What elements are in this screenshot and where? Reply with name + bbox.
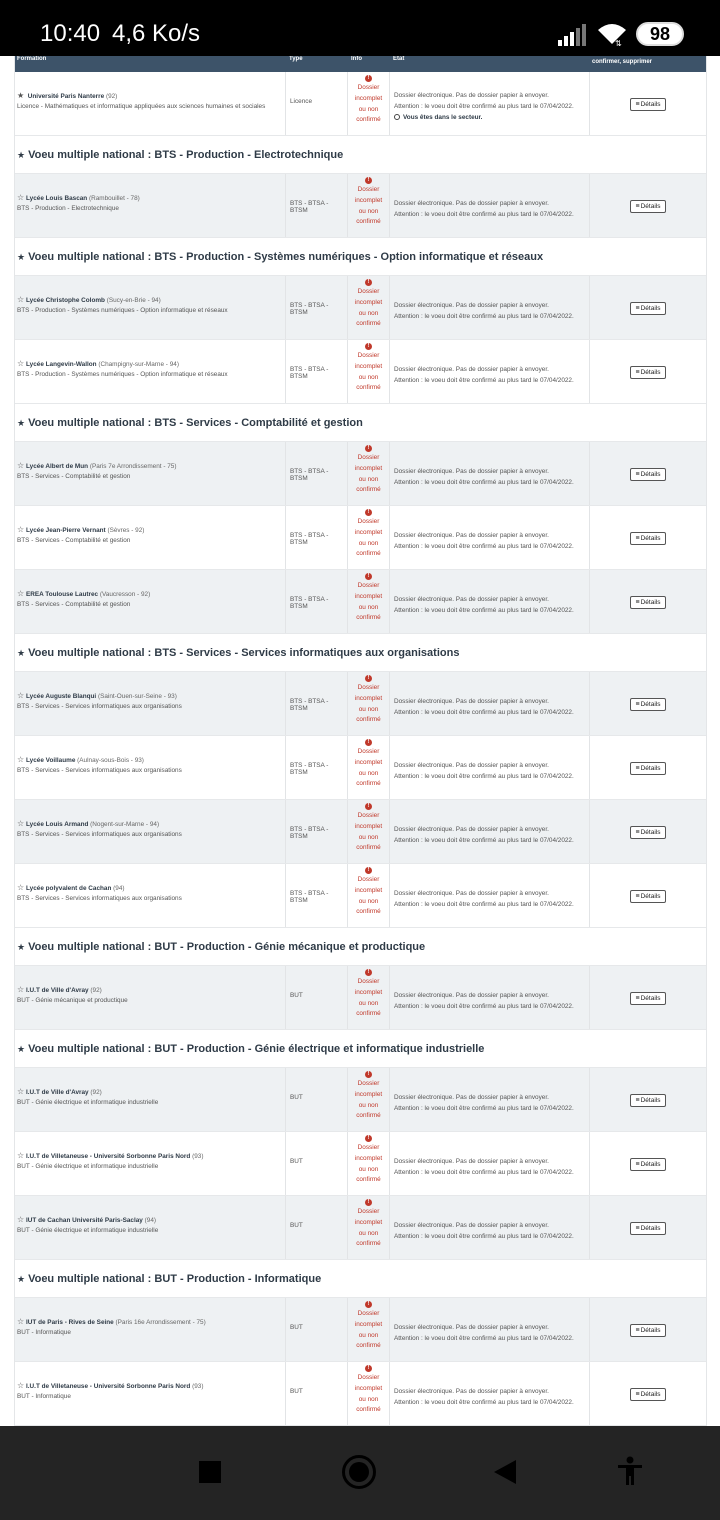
alert-icon: ! — [365, 279, 372, 286]
school-location: (Champigny-sur-Marne - 94) — [98, 361, 179, 368]
group-header — [15, 634, 706, 672]
star-outline-icon[interactable]: ☆ — [17, 691, 25, 700]
status-time: 10:40 — [40, 20, 101, 47]
school-location: (94) — [144, 1217, 157, 1224]
table-row — [15, 1362, 706, 1426]
header-actions: confirmer, supprimer — [592, 59, 653, 65]
table-row — [15, 1132, 706, 1196]
list-icon: ≡ — [635, 305, 640, 312]
alert-icon: ! — [365, 1365, 372, 1372]
school-name: Lycée Louis Bascan — [26, 195, 88, 202]
etat-cell: Dossier électronique. Pas de dossier papier à envoyer. Attention : le voeu doit être confirmé au plus tard le 07/04/2022. — [389, 1362, 589, 1425]
formation-cell — [17, 359, 285, 380]
alert-icon: ! — [365, 1135, 372, 1142]
etat-cell: Dossier électronique. Pas de dossier papier à envoyer. Attention : le voeu doit être confirmé au plus tard le 07/04/2022. — [389, 800, 589, 863]
etat-cell: Dossier électronique. Pas de dossier papier à envoyer. Attention : le voeu doit être confirmé au plus tard le 07/04/2022. — [389, 1068, 589, 1131]
star-filled-icon[interactable]: ★ — [17, 91, 25, 100]
school-location: (Sèvres - 92) — [107, 527, 145, 534]
star-outline-icon[interactable]: ☆ — [17, 985, 25, 994]
group-title: ★ Voeu multiple national : BTS - Services - Comptabilité et gestion — [17, 417, 363, 429]
info-cell: ! Dossier incomplet ou non confirmé — [347, 672, 389, 735]
actions-cell — [589, 736, 708, 799]
actions-cell — [589, 672, 708, 735]
school-name: Université Paris Nanterre — [27, 93, 105, 100]
school-location: (94) — [113, 885, 125, 892]
school-name: Lycée Louis Armand — [26, 821, 89, 828]
list-icon: ≡ — [635, 1327, 640, 1334]
actions-cell — [589, 506, 708, 569]
school-name: IUT de Paris - Rives de Seine — [26, 1319, 114, 1326]
star-filled-icon: ★ — [17, 1044, 26, 1054]
school-name: EREA Toulouse Lautrec — [26, 591, 99, 598]
type-cell: BTS - BTSA - BTSM — [285, 570, 347, 633]
actions-cell — [589, 1362, 708, 1425]
alert-icon: ! — [365, 675, 372, 682]
table-row — [15, 276, 706, 340]
actions-cell — [589, 966, 708, 1029]
type-cell: BTS - BTSA - BTSM — [285, 672, 347, 735]
star-outline-icon[interactable]: ☆ — [17, 755, 25, 764]
list-icon: ≡ — [635, 995, 640, 1002]
details-button[interactable]: ≡Détails — [630, 596, 666, 609]
etat-cell: Dossier électronique. Pas de dossier papier à envoyer. Attention : le voeu doit être confirmé au plus tard le 07/04/2022. — [389, 1196, 589, 1259]
star-outline-icon[interactable]: ☆ — [17, 1087, 25, 1096]
type-cell: BUT — [285, 1196, 347, 1259]
group-header — [15, 238, 706, 276]
actions-cell — [589, 276, 708, 339]
table-row — [15, 966, 706, 1030]
type-cell: BTS - BTSA - BTSM — [285, 736, 347, 799]
table-row — [15, 736, 706, 800]
formation-cell — [17, 1317, 285, 1338]
etat-cell: Dossier électronique. Pas de dossier papier à envoyer. Attention : le voeu doit être confirmé au plus tard le 07/04/2022. — [389, 864, 589, 927]
alert-icon: ! — [365, 177, 372, 184]
type-cell: BTS - BTSA - BTSM — [285, 800, 347, 863]
info-cell: ! Dossier incomplet ou non confirmé — [347, 800, 389, 863]
type-cell: BUT — [285, 1362, 347, 1425]
status-network-speed: 4,6 Ko/s — [112, 20, 201, 47]
formation-cell — [17, 193, 285, 214]
header-formation: Formation — [17, 56, 47, 62]
table-row — [15, 506, 706, 570]
school-location: (Sucy-en-Brie - 94) — [106, 297, 161, 304]
table-row — [15, 672, 706, 736]
group-header — [15, 1030, 706, 1068]
alert-icon: ! — [365, 75, 372, 82]
school-location: (Rambouillet - 78) — [89, 195, 140, 202]
formation-cell — [17, 691, 285, 712]
list-icon: ≡ — [635, 893, 640, 900]
program-name: BTS - Production - Electrotechnique — [17, 205, 119, 212]
type-cell: BTS - BTSA - BTSM — [285, 174, 347, 237]
group-header — [15, 136, 706, 174]
alert-icon: ! — [365, 1071, 372, 1078]
alert-icon: ! — [365, 803, 372, 810]
type-cell: BTS - BTSA - BTSM — [285, 864, 347, 927]
star-outline-icon[interactable]: ☆ — [17, 819, 25, 828]
info-cell: ! Dossier incomplet ou non confirmé — [347, 570, 389, 633]
info-cell: ! Dossier incomplet ou non confirmé — [347, 1298, 389, 1361]
list-icon: ≡ — [635, 369, 640, 376]
type-cell: BTS - BTSA - BTSM — [285, 340, 347, 403]
list-icon: ≡ — [635, 1097, 640, 1104]
list-icon: ≡ — [635, 1225, 640, 1232]
school-location: (Saint-Ouen-sur-Seine - 93) — [97, 693, 177, 700]
program-name: BTS - Services - Services informatiques aux organisations — [17, 767, 182, 774]
alert-icon: ! — [365, 445, 372, 452]
home-button[interactable] — [342, 1455, 376, 1489]
star-outline-icon[interactable]: ☆ — [17, 461, 25, 470]
school-name: Lycée Voillaume — [26, 757, 76, 764]
actions-cell — [589, 570, 708, 633]
info-cell: ! Dossier incomplet ou non confirmé — [347, 736, 389, 799]
star-outline-icon[interactable]: ☆ — [17, 1151, 25, 1160]
formation-cell — [17, 1151, 285, 1172]
etat-cell: Dossier électronique. Pas de dossier papier à envoyer. Attention : le voeu doit être confirmé au plus tard le 07/04/2022. — [389, 340, 589, 403]
formation-cell — [17, 1215, 285, 1236]
details-button[interactable]: ≡Détails — [630, 1094, 666, 1107]
etat-cell: Dossier électronique. Pas de dossier papier à envoyer. Attention : le voeu doit être confirmé au plus tard le 07/04/2022. — [389, 442, 589, 505]
table-row — [15, 1298, 706, 1362]
list-icon: ≡ — [635, 535, 640, 542]
star-filled-icon: ★ — [17, 418, 26, 428]
info-cell: ! Dossier incomplet ou non confirmé — [347, 1362, 389, 1425]
info-cell: ! Dossier incomplet ou non confirmé — [347, 1068, 389, 1131]
list-icon: ≡ — [635, 765, 640, 772]
school-name: I.U.T de Ville d'Avray — [26, 1089, 89, 1096]
table-row — [15, 340, 706, 404]
info-cell: ! Dossier incomplet ou non confirmé — [347, 966, 389, 1029]
actions-cell — [589, 1196, 708, 1259]
details-button[interactable]: ≡Détails — [630, 992, 666, 1005]
details-button[interactable]: ≡Détails — [630, 1222, 666, 1235]
school-name: I.U.T de Villetaneuse - Université Sorbonne Paris Nord — [26, 1383, 191, 1390]
formation-cell — [17, 461, 285, 482]
star-outline-icon[interactable]: ☆ — [17, 1215, 25, 1224]
star-outline-icon[interactable]: ☆ — [17, 883, 25, 892]
svg-text:⇅: ⇅ — [615, 39, 622, 46]
program-name: BTS - Services - Comptabilité et gestion — [17, 601, 131, 608]
actions-cell — [589, 72, 708, 135]
details-button[interactable]: ≡Détails — [630, 890, 666, 903]
header-info: Info — [351, 56, 362, 62]
list-icon: ≡ — [635, 471, 640, 478]
school-location: (Nogent-sur-Marne - 94) — [90, 821, 160, 828]
signal-icon — [558, 24, 586, 46]
actions-cell — [589, 1132, 708, 1195]
back-button[interactable] — [494, 1460, 516, 1484]
list-icon: ≡ — [635, 1391, 640, 1398]
formation-cell — [17, 1087, 285, 1108]
actions-cell — [589, 1068, 708, 1131]
info-cell: ! Dossier incomplet ou non confirmé — [347, 276, 389, 339]
wishes-table — [14, 56, 707, 1426]
group-title: ★ Voeu multiple national : BUT - Production - Informatique — [17, 1273, 322, 1285]
status-bar — [0, 0, 720, 56]
actions-cell — [589, 864, 708, 927]
info-cell: ! Dossier incomplet ou non confirmé — [347, 442, 389, 505]
formation-cell — [17, 295, 285, 316]
program-name: BUT - Informatique — [17, 1393, 71, 1400]
program-name: BTS - Services - Services informatiques aux organisations — [17, 831, 182, 838]
accessibility-icon[interactable] — [616, 1456, 644, 1486]
formation-cell — [17, 525, 285, 546]
info-cell: ! Dossier incomplet ou non confirmé — [347, 1196, 389, 1259]
wifi-icon — [597, 22, 627, 46]
school-name: I.U.T de Ville d'Avray — [26, 987, 89, 994]
group-title: ★ Voeu multiple national : BTS - Services - Services informatiques aux organisations — [17, 647, 460, 659]
formation-cell — [17, 755, 285, 776]
program-name: BTS - Services - Services informatiques aux organisations — [17, 895, 182, 902]
details-button[interactable]: ≡Détails — [630, 762, 666, 775]
alert-icon: ! — [365, 867, 372, 874]
program-name: BTS - Services - Services informatiques aux organisations — [17, 703, 182, 710]
list-icon: ≡ — [635, 701, 640, 708]
details-button[interactable]: ≡Détails — [630, 468, 666, 481]
page-viewport[interactable] — [0, 56, 720, 1426]
type-cell: BUT — [285, 966, 347, 1029]
formation-cell — [17, 589, 285, 610]
group-header — [15, 928, 706, 966]
etat-cell: Dossier électronique. Pas de dossier papier à envoyer. Attention : le voeu doit être confirmé au plus tard le 07/04/2022. — [389, 736, 589, 799]
actions-cell — [589, 800, 708, 863]
recent-apps-button[interactable] — [199, 1461, 221, 1483]
battery-indicator: 98 — [636, 22, 684, 46]
star-filled-icon: ★ — [17, 1274, 26, 1284]
type-cell: BUT — [285, 1298, 347, 1361]
star-filled-icon: ★ — [17, 252, 26, 262]
table-row — [15, 1068, 706, 1132]
star-filled-icon: ★ — [17, 942, 26, 952]
list-icon: ≡ — [635, 203, 640, 210]
etat-cell: Dossier électronique. Pas de dossier papier à envoyer. Attention : le voeu doit être confirmé au plus tard le 07/04/2022. — [389, 506, 589, 569]
program-name: BTS - Services - Comptabilité et gestion — [17, 473, 131, 480]
etat-cell: Dossier électronique. Pas de dossier papier à envoyer. Attention : le voeu doit être confirmé au plus tard le 07/04/2022. — [389, 1298, 589, 1361]
school-location: (93) — [192, 1153, 204, 1160]
alert-icon: ! — [365, 509, 372, 516]
target-icon — [394, 114, 400, 120]
etat-cell: Dossier électronique. Pas de dossier papier à envoyer. Attention : le voeu doit être confirmé au plus tard le 07/04/2022. — [389, 570, 589, 633]
star-outline-icon[interactable]: ☆ — [17, 359, 25, 368]
school-location: (Paris 16e Arrondissement - 75) — [115, 1319, 206, 1326]
program-name: BUT - Génie électrique et informatique industrielle — [17, 1099, 159, 1106]
alert-icon: ! — [365, 1301, 372, 1308]
info-cell: ! Dossier incomplet ou non confirmé — [347, 340, 389, 403]
type-cell: BTS - BTSA - BTSM — [285, 276, 347, 339]
school-location: (93) — [192, 1383, 204, 1390]
info-cell: ! Dossier incomplet ou non confirmé — [347, 506, 389, 569]
etat-cell: Dossier électronique. Pas de dossier papier à envoyer. Attention : le voeu doit être confirmé au plus tard le 07/04/2022. — [389, 276, 589, 339]
school-location: (92) — [90, 987, 102, 994]
info-cell: ! Dossier incomplet ou non confirmé — [347, 864, 389, 927]
table-row — [15, 174, 706, 238]
school-name: Lycée Langevin-Wallon — [26, 361, 97, 368]
type-cell: Licence — [285, 72, 347, 135]
etat-cell: Dossier électronique. Pas de dossier papier à envoyer. Attention : le voeu doit être confirmé au plus tard le 07/04/2022. — [389, 966, 589, 1029]
details-button[interactable]: ≡Détails — [630, 1388, 666, 1401]
header-type: Type — [289, 56, 303, 62]
formation-cell — [17, 1381, 285, 1402]
details-button[interactable]: ≡Détails — [630, 826, 666, 839]
details-button[interactable]: ≡Détails — [630, 1324, 666, 1337]
details-button[interactable]: ≡Détails — [630, 1158, 666, 1171]
star-outline-icon[interactable]: ☆ — [17, 193, 25, 202]
star-filled-icon: ★ — [17, 150, 26, 160]
table-row — [15, 72, 706, 136]
actions-cell — [589, 340, 708, 403]
program-name: Licence - Mathématiques et informatique appliquées aux sciences humaines et sociales — [17, 103, 266, 110]
actions-cell — [589, 1298, 708, 1361]
school-name: Lycée polyvalent de Cachan — [26, 885, 112, 892]
etat-cell: Dossier électronique. Pas de dossier papier à envoyer. Attention : le voeu doit être confirmé au plus tard le 07/04/2022. — [389, 174, 589, 237]
details-button[interactable]: ≡Détails — [630, 98, 666, 111]
table-header — [15, 56, 706, 72]
group-title: ★ Voeu multiple national : BUT - Production - Génie électrique et informatique industrielle — [17, 1043, 485, 1055]
school-name: Lycée Albert de Mun — [26, 463, 89, 470]
star-outline-icon[interactable]: ☆ — [17, 525, 25, 534]
star-outline-icon[interactable]: ☆ — [17, 1381, 25, 1390]
info-cell: ! Dossier incomplet ou non confirmé — [347, 72, 389, 135]
star-outline-icon[interactable]: ☆ — [17, 295, 25, 304]
school-name: Lycée Auguste Blanqui — [26, 693, 97, 700]
alert-icon: ! — [365, 343, 372, 350]
program-name: BTS - Production - Systèmes numériques - Option informatique et réseaux — [17, 307, 228, 314]
program-name: BUT - Génie mécanique et productique — [17, 997, 128, 1004]
list-icon: ≡ — [635, 1161, 640, 1168]
table-row — [15, 442, 706, 506]
list-icon: ≡ — [635, 101, 640, 108]
group-header — [15, 404, 706, 442]
type-cell: BTS - BTSA - BTSM — [285, 442, 347, 505]
school-location: (Vaucresson - 92) — [99, 591, 151, 598]
formation-cell — [17, 883, 285, 904]
star-outline-icon[interactable]: ☆ — [17, 589, 25, 598]
groups-container — [15, 136, 706, 1426]
formation-cell — [17, 985, 285, 1006]
android-nav-bar — [0, 1426, 720, 1520]
group-header — [15, 1260, 706, 1298]
school-location: (Aulnay-sous-Bois - 93) — [77, 757, 144, 764]
type-cell: BUT — [285, 1132, 347, 1195]
formation-cell — [17, 91, 285, 112]
etat-cell: Dossier électronique. Pas de dossier papier à envoyer. Attention : le voeu doit être confirmé au plus tard le 07/04/2022. Vous êtes dans le secteur. — [389, 72, 589, 135]
details-button[interactable]: ≡Détails — [630, 698, 666, 711]
alert-icon: ! — [365, 1199, 372, 1206]
school-name: IUT de Cachan Université Paris-Saclay — [26, 1217, 143, 1224]
program-name: BUT - Génie électrique et informatique industrielle — [17, 1163, 159, 1170]
star-outline-icon[interactable]: ☆ — [17, 1317, 25, 1326]
formation-cell — [17, 819, 285, 840]
alert-icon: ! — [365, 739, 372, 746]
program-name: BTS - Services - Comptabilité et gestion — [17, 537, 131, 544]
info-cell: ! Dossier incomplet ou non confirmé — [347, 1132, 389, 1195]
list-icon: ≡ — [635, 599, 640, 606]
school-name: Lycée Christophe Colomb — [26, 297, 105, 304]
school-location: (92) — [90, 1089, 102, 1096]
school-name: Lycée Jean-Pierre Vernant — [26, 527, 106, 534]
group-title: ★ Voeu multiple national : BUT - Production - Génie mécanique et productique — [17, 941, 426, 953]
details-button[interactable]: ≡Détails — [630, 366, 666, 379]
type-cell: BTS - BTSA - BTSM — [285, 506, 347, 569]
program-name: BTS - Production - Systèmes numériques - Option informatique et réseaux — [17, 371, 228, 378]
list-icon: ≡ — [635, 829, 640, 836]
table-row — [15, 800, 706, 864]
school-location: (92) — [105, 93, 118, 100]
details-button[interactable]: ≡Détails — [630, 200, 666, 213]
alert-icon: ! — [365, 573, 372, 580]
group-title: ★ Voeu multiple national : BTS - Production - Electrotechnique — [17, 149, 344, 161]
star-filled-icon: ★ — [17, 648, 26, 658]
table-row — [15, 1196, 706, 1260]
school-location: (Paris 7e Arrondissement - 75) — [89, 463, 177, 470]
group-title: ★ Voeu multiple national : BTS - Production - Systèmes numériques - Option informatique et réseaux — [17, 251, 544, 263]
etat-cell: Dossier électronique. Pas de dossier papier à envoyer. Attention : le voeu doit être confirmé au plus tard le 07/04/2022. — [389, 672, 589, 735]
school-name: I.U.T de Villetaneuse - Université Sorbonne Paris Nord — [26, 1153, 191, 1160]
type-cell: BUT — [285, 1068, 347, 1131]
info-cell: ! Dossier incomplet ou non confirmé — [347, 174, 389, 237]
table-row — [15, 864, 706, 928]
actions-cell — [589, 174, 708, 237]
actions-cell — [589, 442, 708, 505]
details-button[interactable]: ≡Détails — [630, 532, 666, 545]
etat-cell: Dossier électronique. Pas de dossier papier à envoyer. Attention : le voeu doit être confirmé au plus tard le 07/04/2022. — [389, 1132, 589, 1195]
program-name: BUT - Génie électrique et informatique industrielle — [17, 1227, 159, 1234]
alert-icon: ! — [365, 969, 372, 976]
table-row — [15, 570, 706, 634]
program-name: BUT - Informatique — [17, 1329, 71, 1336]
header-etat: Etat — [393, 56, 405, 62]
details-button[interactable]: ≡Détails — [630, 302, 666, 315]
